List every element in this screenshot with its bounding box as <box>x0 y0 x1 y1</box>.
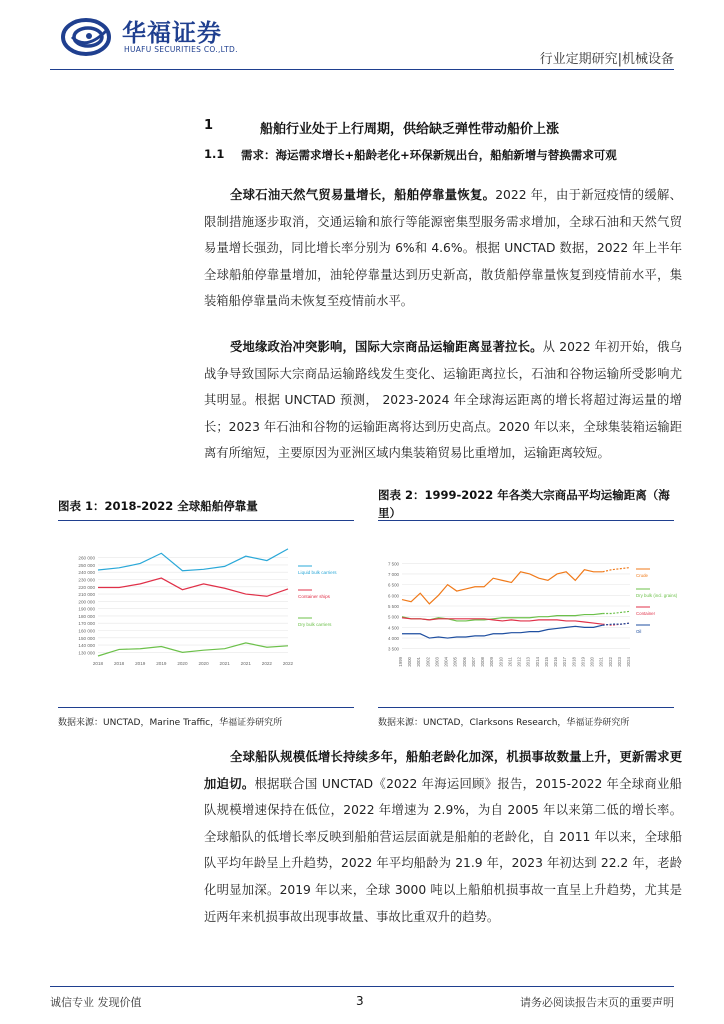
huafu-logo-icon <box>62 17 114 57</box>
x-tick-label: 2020 <box>589 657 595 667</box>
y-tick-label: 130 000 <box>78 650 95 656</box>
x-tick-label: 2019 <box>156 661 167 666</box>
series-line <box>98 578 288 596</box>
x-tick-label: 2016 <box>553 657 559 667</box>
section-1-title: 船舶行业处于上行周期，供给缺乏弹性带动船价上涨 <box>260 122 560 137</box>
x-tick-label: 2021 <box>598 657 604 667</box>
x-tick-label: 1999 <box>398 657 403 667</box>
shipping-distance-line-chart <box>378 553 678 675</box>
y-tick-label: 170 000 <box>78 621 95 627</box>
x-tick-label: 2020 <box>177 661 188 666</box>
x-tick-label: 2013 <box>525 657 531 667</box>
legend-label: Crude <box>636 573 648 578</box>
paragraph-body: 根据联合国 UNCTAD《2022 年海运回顾》报告，2015-2022 年全球商业船队规模增速保持在低位，2022 年增速为 2.9%，为自 2005 年以来第二低的增长率。全球船队的低增长率反映到船舶营运层面就是船舶的老龄化，自 2011 年以来，全球船队平均年龄呈上升趋势，2022 年平均船龄为 21.9 年，2023 年初达到 22.2 年，老龄化明显加深。2019 年以来，全球 3000 吨以上船舶机损事故一直呈上升趋势，尤其是近两年来机损事故出现事故量、事故比重双升的趋势。 <box>204 776 682 924</box>
section-1-1-number: 1.1 <box>204 147 225 161</box>
logo-english-name: HUAFU SECURITIES CO.,LTD. <box>124 45 238 54</box>
figure-1-top-rule <box>58 520 354 521</box>
footer-disclaimer: 请务必阅读报告末页的重要声明 <box>520 996 674 1009</box>
y-tick-label: 6 500 <box>388 582 399 588</box>
footer-divider <box>50 986 674 987</box>
x-tick-label: 2019 <box>580 657 586 667</box>
y-tick-label: 150 000 <box>78 635 95 641</box>
section-1-number: 1 <box>204 118 214 133</box>
x-tick-label: 2018 <box>92 661 104 666</box>
paragraph-body: 2022 年，由于新冠疫情的缓解、限制措施逐步取消，交通运输和旅行等能源密集型服务需求增加，全球石油和天然气贸易量增长强劲，同比增长率分别为 6%和 4.6%。根据 UNCTAD 数据，2022 年上半年全球船舶停靠量增加，油轮停靠量达到历史新高，散货船停靠量恢复到疫情前水平，集装箱船停靠量尚未恢复至疫情前水平。 <box>204 188 682 309</box>
report-category: 行业定期研究|机械设备 <box>539 52 674 67</box>
x-tick-label: 2022 <box>261 661 273 666</box>
x-tick-label: 2006 <box>461 657 467 667</box>
x-tick-label: 2001 <box>416 657 422 667</box>
x-tick-label: 2003 <box>434 657 440 667</box>
legend-label: Liquid bulk carriers <box>298 570 337 575</box>
x-tick-label: 2020 <box>198 661 209 666</box>
x-tick-label: 2019 <box>135 661 146 666</box>
x-tick-label: 2011 <box>507 657 513 667</box>
page-number: 3 <box>356 994 364 1008</box>
y-tick-label: 6 000 <box>388 593 399 599</box>
x-tick-label: 2008 <box>480 657 486 667</box>
x-tick-label: 2021 <box>219 661 230 666</box>
legend-label: Dry bulk carriers <box>298 622 332 627</box>
y-tick-label: 7 500 <box>388 561 399 567</box>
paragraph-shipping-distance <box>204 334 682 467</box>
series-forecast-line <box>603 611 630 613</box>
x-tick-label: 2002 <box>425 657 431 667</box>
y-tick-label: 4 500 <box>388 625 399 631</box>
footer-slogan: 诚信专业 发现价值 <box>50 996 142 1009</box>
x-tick-label: 2004 <box>443 657 449 667</box>
paragraph-lead: 全球石油天然气贸易量增长，船舶停靠量恢复。 <box>230 188 496 202</box>
y-tick-label: 240 000 <box>78 570 95 576</box>
header-divider <box>50 69 674 70</box>
series-forecast-line <box>603 623 630 625</box>
legend-label: Oil <box>636 629 642 634</box>
x-tick-label: 2017 <box>562 657 568 667</box>
y-tick-label: 210 000 <box>78 592 95 598</box>
paragraph-lead: 全球船队规模低增长持续多年，船舶老龄化加深，机损事故数量上升，更新需求更加迫切。 <box>204 750 682 791</box>
figure-2-source: 数据来源：UNCTAD，Clarksons Research，华福证券研究所 <box>378 718 630 728</box>
x-tick-label: 2012 <box>516 657 522 667</box>
x-tick-label: 2015 <box>543 657 549 667</box>
y-tick-label: 200 000 <box>78 599 95 605</box>
figure-1-bottom-rule <box>58 707 354 708</box>
figure-2-title: 图表 2：1999-2022 年各类大宗商品平均运输距离（海里） <box>378 488 670 520</box>
figure-2-bottom-rule <box>378 707 674 708</box>
series-line <box>402 570 603 604</box>
legend-label: Container ships <box>298 594 330 599</box>
x-tick-label: 2009 <box>489 657 495 667</box>
y-tick-label: 3 500 <box>388 646 399 652</box>
paragraph-fleet-aging <box>204 744 682 930</box>
port-calls-line-chart <box>78 548 352 684</box>
y-tick-label: 260 000 <box>78 555 95 561</box>
x-tick-label: 2007 <box>470 657 476 667</box>
y-tick-label: 190 000 <box>78 606 95 612</box>
y-tick-label: 180 000 <box>78 613 95 619</box>
x-tick-label: 2010 <box>498 657 504 667</box>
paragraph-oil-gas-trade <box>204 182 682 315</box>
figure-1-source: 数据来源：UNCTAD，Marine Traffic，华福证券研究所 <box>58 718 283 728</box>
legend-label: Dry bulk (incl. grains) <box>636 593 678 598</box>
series-forecast-line <box>603 568 630 572</box>
y-tick-label: 220 000 <box>78 584 95 590</box>
paragraph-body: 从 2022 年初开始，俄乌战争导致国际大宗商品运输路线发生变化、运输距离拉长，石油和谷物运输所受影响尤其明显。根据 UNCTAD 预测， 2023-2024 年全球海运距离的增长将超过海运量的增长；2023 年石油和谷物的运输距离将达到历史高点。2020 年以来，全球集装箱运输距离有所缩短，主要原因为亚洲区域内集装箱贸易比重增加，运输距离较短。 <box>204 340 682 461</box>
x-tick-label: 2000 <box>407 657 413 667</box>
paragraph-lead: 受地缘政治冲突影响，国际大宗商品运输距离显著拉长。 <box>230 340 543 354</box>
y-tick-label: 140 000 <box>78 643 95 649</box>
series-line <box>98 549 288 571</box>
y-tick-label: 7 000 <box>388 571 399 577</box>
x-tick-label: 2005 <box>452 657 458 667</box>
x-tick-label: 2024 <box>626 657 631 667</box>
y-tick-label: 160 000 <box>78 628 95 634</box>
section-1-1-title: 需求：海运需求增长+船龄老化+环保新规出台，船舶新增与替换需求可观 <box>241 148 617 162</box>
y-tick-label: 4 000 <box>388 636 399 642</box>
logo-chinese-name: 华福证券 <box>122 18 222 47</box>
x-tick-label: 2022 <box>607 657 613 667</box>
x-tick-label: 2022 <box>282 661 294 666</box>
y-tick-label: 5 500 <box>388 604 399 609</box>
y-tick-label: 5 000 <box>388 614 399 620</box>
x-tick-label: 2018 <box>113 661 125 666</box>
x-tick-label: 2021 <box>240 661 251 666</box>
y-tick-label: 230 000 <box>78 577 95 583</box>
figure-2-top-rule <box>378 520 674 521</box>
x-tick-label: 2014 <box>534 657 540 667</box>
x-tick-label: 2018 <box>571 657 577 667</box>
x-tick-label: 2023 <box>616 657 622 667</box>
figure-1-title: 图表 1：2018-2022 全球船舶停靠量 <box>58 499 258 513</box>
y-tick-label: 250 000 <box>78 562 95 568</box>
legend-label: Container <box>636 611 656 616</box>
